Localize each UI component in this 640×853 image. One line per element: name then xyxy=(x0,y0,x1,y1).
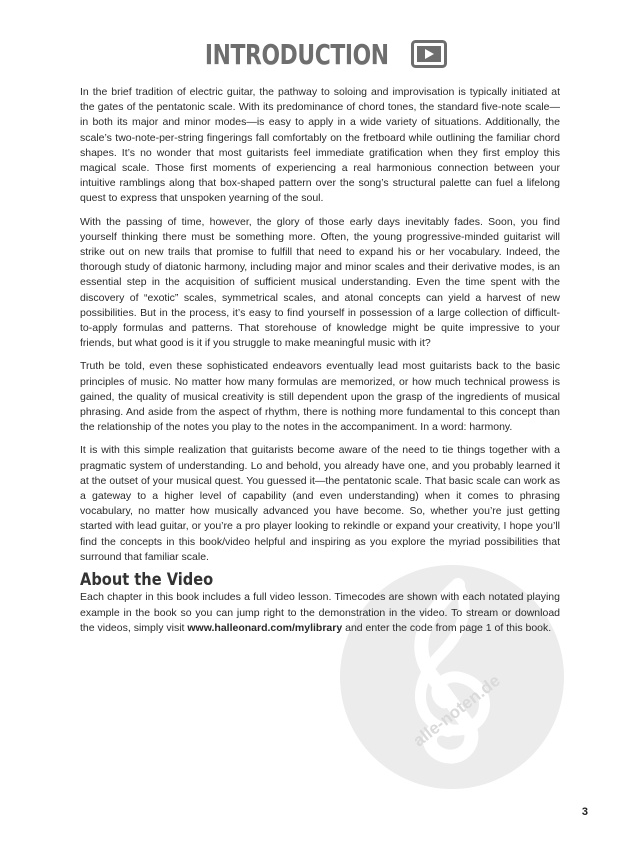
page-number: 3 xyxy=(581,806,588,818)
library-link[interactable]: www.halleonard.com/mylibrary xyxy=(187,621,343,634)
about-video-text-end: and enter the code from page 1 of this book. xyxy=(342,621,552,634)
page-title: INTRODUCTION xyxy=(205,37,389,71)
watermark-text: alle-noten.de xyxy=(409,670,504,751)
video-play-icon xyxy=(411,40,447,68)
paragraph-3: Truth be told, even these sophisticated endeavors eventually lead most guitarists back to the basic principles of music. No matter how many formulas are memorized, or how much technical prowess is gained, the quality of musical creativity is still dependent upon the grasp of the ingredients of musical phrasing. And aside from the aspect of rhythm, there is nothing more fundamental to this concept than the relationship of the notes you play to the notes in the accompaniment. In a word: harmony. xyxy=(80,360,560,434)
about-video-paragraph xyxy=(80,590,560,636)
about-video-text: Each chapter in this book includes a full video lesson. Timecodes are shown with each notated playing example in the book so you can jump right to the demonstration in the video. To stream or download the videos, simply visit xyxy=(80,591,560,634)
paragraph-1: In the brief tradition of electric guitar, the pathway to soloing and improvisation is typically initiated at the gates of the pentatonic scale. With its predominance of chord tones, the standard five-note scale—in both its major and minor modes—is easy to apply in a wide variety of situations. Additionally, the scale’s two-note-per-string fingerings fall comfortably on the fretboard while outlining the familiar chord shapes. It’s no wonder that most guitarists feel immediate gratification when they first employ this magical scale. Those first moments of experiencing a real harmonious connection between your intuitive ramblings along that box-shaped pattern over the song’s structural palette can fuel a lifelong quest to express that unspoken yearning of the soul. xyxy=(80,86,560,205)
main-content xyxy=(80,85,560,644)
paragraph-2: With the passing of time, however, the glory of those early days inevitably fades. Soon, you find yourself thinking there must be something more. Often, the young progressive-minded guitarist will strike out on new trails that promise to fulfill that need to expand his or her vocabulary. Indeed, the thorough study of diatonic harmony, including major and minor scales and their derivative modes, is an essential step in the acquisition of sufficient musical understanding. Even the time spent with the discovery of “exotic” scales, symmetrical scales, and atonal concepts can yield a harvest of new possibilities. But in the process, it’s easy to find yourself in possession of a large collection of difficult-to-apply formulas and patterns. That storehouse of knowledge might be quite impressive to your friends, but what good is it if you struggle to make meaningful music with it? xyxy=(80,215,560,350)
about-video-heading: About the Video xyxy=(80,570,214,591)
page-header xyxy=(0,36,640,72)
paragraph-4: It is with this simple realization that guitarists become aware of the need to tie things together with a pragmatic system of understanding. Lo and behold, you already have one, and you probably learned it at the outset of your musical quest. You guessed it—the pentatonic scale. That basic scale can work as a gateway to a higher level of capability (and even understanding) when it comes to phrasing vocabulary, no matter how musically advanced you have become. So, whether you’re just getting started with lead guitar, or you’re a pro player looking to rekindle or expand your creativity, I hope you’ll find the concepts in this book/video helpful and inspiring as you explore the myriad possibilities that surround that familiar scale. xyxy=(80,444,560,563)
